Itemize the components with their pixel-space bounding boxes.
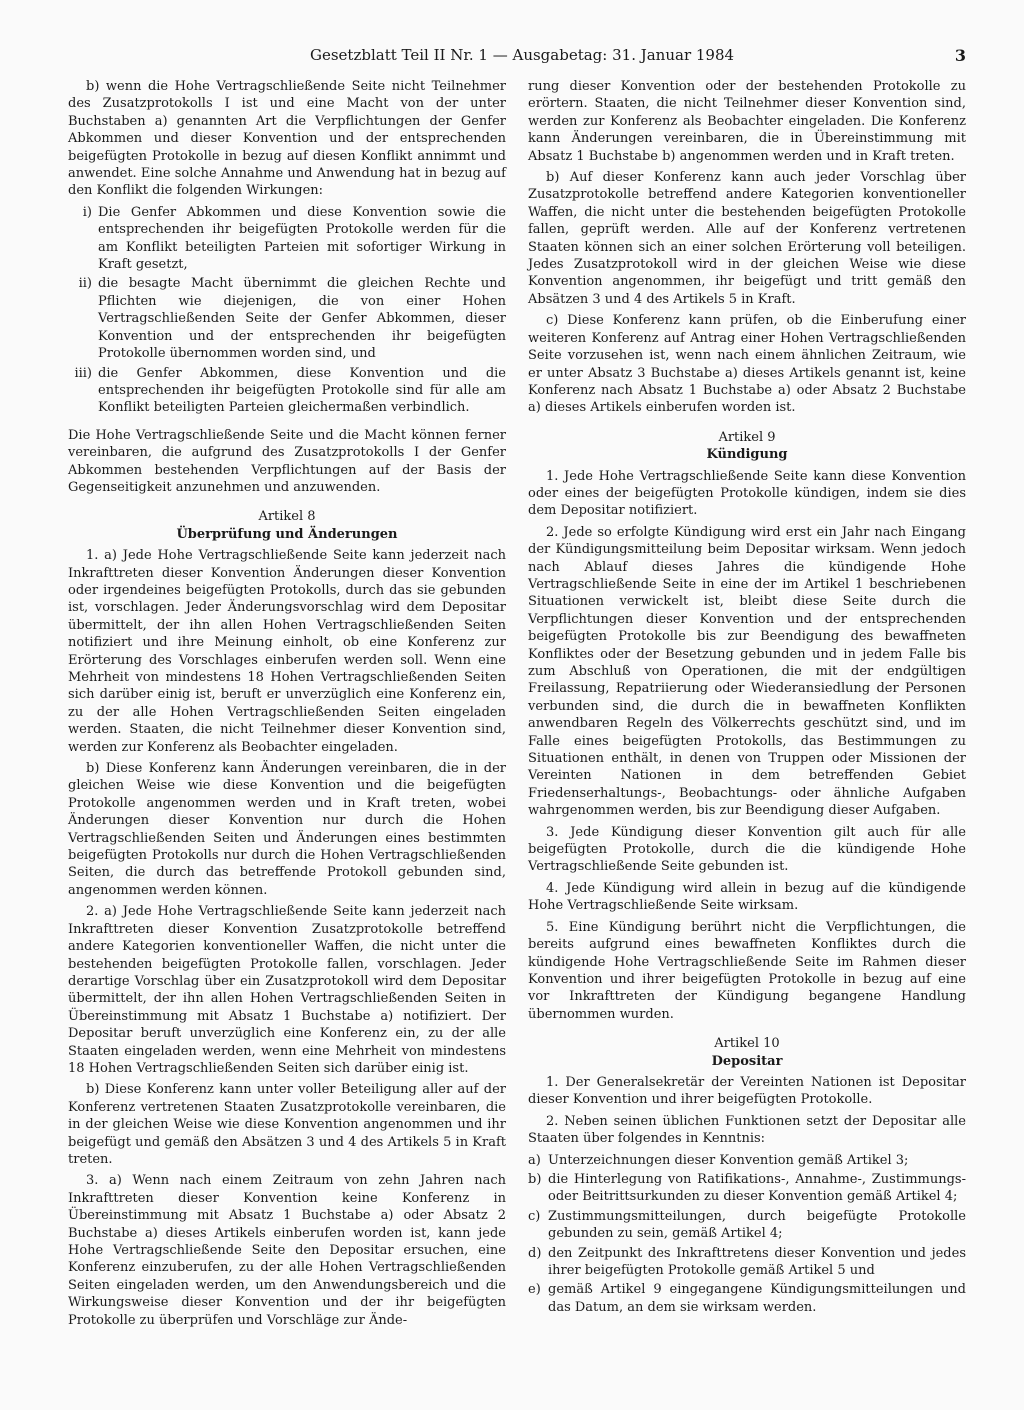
left-column xyxy=(68,78,506,1333)
page-number: 3 xyxy=(954,46,966,65)
list-item xyxy=(68,365,506,417)
paragraph: 5. Eine Kündigung berührt nicht die Verpflichtungen, die bereits aufgrund eines bewaffneten Konfliktes durch die kündigende Hohe Vertragschließende Seite im Rahmen dieser Konvention und ihrer beigefügten Protokolle in bezug auf eine vor Inkrafttreten der Kündigung begangene Handlung übernommen wurden. xyxy=(528,919,966,1022)
list-marker: ii) xyxy=(78,276,92,292)
list-marker: c) xyxy=(528,1208,541,1224)
header-title: Gesetzblatt Teil II Nr. 1 — Ausgabetag: 31. Januar 1984 xyxy=(310,46,735,64)
list-item xyxy=(528,1171,966,1206)
list-marker: i) xyxy=(82,204,92,220)
list-text: die besagte Macht übernimmt die gleichen Rechte und Pflichten wie diejenigen, die von einer Hohen Vertragschließenden Seite der Genfer Abkommen, dieser Konvention und der entsprechenden ihr beigefügten Protokolle übernommen worden sind, und xyxy=(98,276,506,362)
list-marker: b) xyxy=(528,1171,542,1187)
paragraph: Die Hohe Vertragschließende Seite und die Macht können ferner vereinbaren, die aufgrund des Zusatzprotokolls I der Genfer Abkommen bestehenden Verpflichtungen auf der Basis der Gegenseitigkeit anzunehmen und anzuwenden. xyxy=(68,427,506,495)
list-marker: d) xyxy=(528,1245,542,1261)
paragraph: b) wenn die Hohe Vertragschließende Seite nicht Teilnehmer des Zusatzprotokolls I ist und eine Macht von der unter Buchstaben a) genannten Art die Verpflichtungen der Genfer Abkommen und dieser Konvention und der entsprechenden beigefügten Protokolle in bezug auf diesen Konflikt annimmt und anwendet. Eine solche Annahme und Anwendung hat in bezug auf den Konflikt die folgenden Wirkungen: xyxy=(68,79,506,199)
list-item xyxy=(528,1208,966,1243)
list-marker: a) xyxy=(528,1152,541,1168)
list-item xyxy=(528,1281,966,1316)
paragraph: rung dieser Konvention oder der bestehenden Protokolle zu erörtern. Staaten, die nicht Teilnehmer dieser Konvention sind, werden zur Konferenz als Beobachter eingeladen. Die Konferenz kann Änderungen vereinbaren, die in Übereinstimmung mit Absatz 1 Buchstabe b) angenommen werden und in Kraft treten. xyxy=(528,79,966,164)
list-text: Die Genfer Abkommen und diese Konvention sowie die entsprechenden ihr beigefügten Protokolle werden für die am Konflikt beteiligten Parteien mit sofortiger Wirkung in Kraft gesetzt, xyxy=(98,204,506,273)
page-header xyxy=(66,46,966,72)
paragraph: 2. a) Jede Hohe Vertragschließende Seite kann jederzeit nach Inkrafttreten dieser Konvention Zusatzprotokolle betreffend andere Kategorien konventioneller Waffen, die nicht unter die bestehenden beigefügten Protokolle fallen, vorschlagen. Jeder derartige Vorschlag über ein Zusatzprotokoll wird dem Depositar übermittelt, der ihn allen Hohen Vertragschließenden Seiten in Übereinstimmung mit Absatz 1 Buchstabe a) notifiziert. Der Depositar beruft unverzüglich eine Konferenz ein, zu der alle Staaten eingeladen werden, wenn eine Mehrheit von mindestens 18 Hohen Vertragschließenden Seiten sich darüber einig ist. xyxy=(68,904,506,1076)
paragraph: b) Auf dieser Konferenz kann auch jeder Vorschlag über Zusatzprotokolle betreffend andere Kategorien konventioneller Waffen, die nicht unter die bestehenden beigefügten Protokolle fallen, geprüft werden. Alle auf der Konferenz vertretenen Staaten können sich an einer solchen Erörterung voll beteiligen. Jedes Zusatzprotokoll wird in der gleichen Weise wie diese Konvention angenommen, ihr beigefügt und tritt gemäß den Absätzen 3 und 4 des Artikels 5 in Kraft. xyxy=(528,170,966,307)
paragraph: c) Diese Konferenz kann prüfen, ob die Einberufung einer weiteren Konferenz auf Antrag einer Hohen Vertragschließenden Seite vorzusehen ist, wenn nach einem ähnlichen Zeitraum, wie er unter Absatz 3 Buchstabe a) dieses Artikels genannt ist, keine Konferenz nach Absatz 1 Buchstabe a) oder Absatz 2 Buchstabe a) dieses Artikels einberufen worden ist. xyxy=(528,313,966,416)
paragraph: 3. Jede Kündigung dieser Konvention gilt auch für alle beigefügten Protokolle, durch die die kündigende Hohe Vertragschließende Seite gebunden ist. xyxy=(528,824,966,875)
list-item xyxy=(528,1245,966,1280)
list-text: die Genfer Abkommen, diese Konvention und die entsprechenden ihr beigefügten Protokolle sind für alle am Konflikt beteiligten Parteien gleichermaßen verbindlich. xyxy=(98,365,506,416)
article-9-title: Kündigung xyxy=(706,447,788,463)
paragraph: 1. a) Jede Hohe Vertragschließende Seite kann jederzeit nach Inkrafttreten dieser Konvention Änderungen dieser Konvention oder irgendeines beigefügten Protokolls, durch das sie gebunden ist, vorschlagen. Jeder Änderungsvorschlag wird dem Depositar übermittelt, der ihn allen Hohen Vertragschließenden Seiten notifiziert und ihre Meinung einholt, ob eine Konferenz zur Erörterung des Vorschlages einberufen werden soll. Wenn eine Mehrheit von mindestens 18 Hohen Vertragschließenden Seiten sich darüber einig ist, beruft er unverzüglich eine Konferenz ein, zu der alle Hohen Vertragschließenden Seiten eingeladen werden. Staaten, die nicht Teilnehmer dieser Konvention sind, werden zur Konferenz als Beobachter eingeladen. xyxy=(68,548,506,755)
article-10-label: Artikel 10 xyxy=(714,1036,780,1052)
roman-list xyxy=(68,204,506,417)
paragraph: 2. Neben seinen üblichen Funktionen setzt der Depositar alle Staaten über folgendes in Kenntnis: xyxy=(528,1113,966,1147)
list-item xyxy=(68,204,506,274)
list-item xyxy=(528,1152,966,1169)
list-text: Zustimmungsmitteilungen, durch beigefügte Protokolle gebunden zu sein, gemäß Artikel 4; xyxy=(548,1208,966,1242)
list-text: den Zeitpunkt des Inkrafttretens dieser Konvention und jedes ihrer beigefügten Protokolle gemäß Artikel 5 und xyxy=(548,1245,966,1278)
list-text: gemäß Artikel 9 eingegangene Kündigungsmitteilungen und das Datum, an dem sie wirksam werden. xyxy=(548,1282,966,1315)
article-8-title: Überprüfung und Änderungen xyxy=(176,526,398,542)
article-10-title: Depositar xyxy=(711,1053,783,1069)
list-marker: iii) xyxy=(74,365,92,381)
paragraph: 3. a) Wenn nach einem Zeitraum von zehn Jahren nach Inkrafttreten dieser Konvention keine Konferenz in Übereinstimmung mit Absatz 1 Buchstabe a) oder Absatz 2 Buchstabe a) dieses Artikels einberufen worden ist, kann jede Hohe Vertragschließende Seite den Depositar ersuchen, eine Konferenz einzuberufen, zu der alle Hohen Vertragschließenden Seiten eingeladen werden, um den Anwendungsbereich und die Wirkungsweise dieser Konvention und der ihr beigefügten Protokolle zu überprüfen und Vorschläge zur Ände- xyxy=(68,1173,506,1328)
list-text: die Hinterlegung von Ratifikations-, Annahme-, Zustimmungs- oder Beitrittsurkunden zu dieser Konvention gemäß Artikel 4; xyxy=(548,1171,966,1205)
article-8-label: Artikel 8 xyxy=(258,509,316,525)
paragraph: 1. Jede Hohe Vertragschließende Seite kann diese Konvention oder eines der beigefügten Protokolle kündigen, indem sie dies dem Depositar notifiziert. xyxy=(528,468,966,519)
article-9-label: Artikel 9 xyxy=(718,429,776,445)
list-item xyxy=(68,275,506,362)
paragraph: b) Diese Konferenz kann unter voller Beteiligung aller auf der Konferenz vertretenen Staaten Zusatzprotokolle vereinbaren, die in der gleichen Weise wie diese Konvention angenommen und ihr beigefügt und gemäß den Absätzen 3 und 4 des Artikels 5 in Kraft treten. xyxy=(68,1082,506,1167)
paragraph: 2. Jede so erfolgte Kündigung wird erst ein Jahr nach Eingang der Kündigungsmitteilung beim Depositar wirksam. Wenn jedoch nach Ablauf dieses Jahres die kündigende Hohe Vertragschließende Seite in eine der im Artikel 1 beschriebenen Situationen verwickelt ist, bleibt diese Seite durch die Verpflichtungen dieser Konvention und der entsprechenden beigefügten Protokolle bis zur Beendigung des bewaffneten Konfliktes oder der Besetzung gebunden und in jedem Falle bis zum Abschluß von Operationen, die mit der endgültigen Freilassung, Repatriierung oder Wiederansiedlung der Personen verbunden sind, die durch die in bewaffneten Konflikten anwendbaren Regeln des Völkerrechts geschützt sind, und im Falle eines beigefügten Protokolls, das Bestimmungen zu Situationen enthält, in denen von Truppen oder Missionen der Vereinten Nationen in dem betreffenden Gebiet Friedenserhaltungs-, Beobachtungs- oder ähnliche Aufgaben wahrgenommen werden, bis zur Beendigung dieser Aufgaben. xyxy=(528,524,966,819)
paragraph: 1. Der Generalsekretär der Vereinten Nationen ist Depositar dieser Konvention und ihrer beigefügten Protokolle. xyxy=(528,1074,966,1108)
alpha-list xyxy=(528,1152,966,1317)
right-column xyxy=(528,78,966,1320)
paragraph: b) Diese Konferenz kann Änderungen vereinbaren, die in der gleichen Weise wie diese Konvention und die beigefügten Protokolle angenommen werden und in Kraft treten, wobei Änderungen dieser Konvention nur durch die Hohen Vertragschließenden Seiten und Änderungen eines bestimmten beigefügten Protokolls nur durch die Hohen Vertragschließenden Seiten, die durch das betreffende Protokoll gebunden sind, angenommen werden können. xyxy=(68,761,506,898)
list-text: Unterzeichnungen dieser Konvention gemäß Artikel 3; xyxy=(548,1152,909,1168)
paragraph: 4. Jede Kündigung wird allein in bezug auf die kündigende Hohe Vertragschließende Seite wirksam. xyxy=(528,880,966,914)
list-marker: e) xyxy=(528,1282,541,1298)
